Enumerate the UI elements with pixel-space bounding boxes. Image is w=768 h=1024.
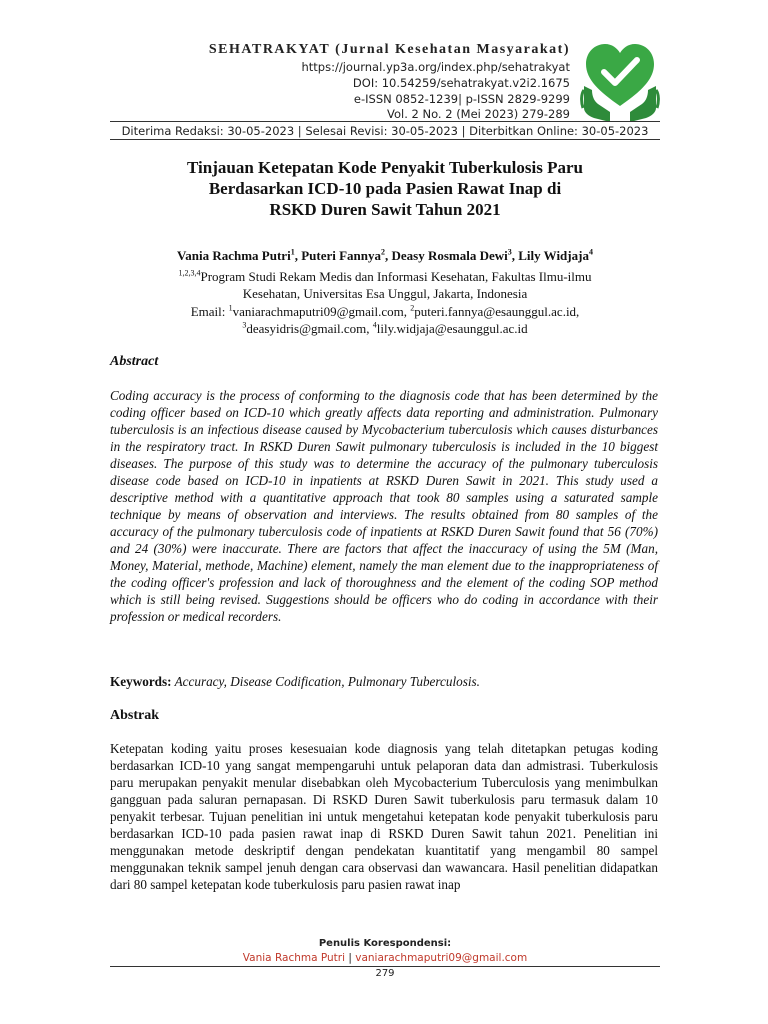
email-line-2	[110, 320, 660, 337]
corresponding-author-label: Penulis Korespondensi:	[318, 938, 452, 949]
journal-volume: Vol. 2 No. 2 (Mei 2023) 279-289	[386, 107, 570, 121]
corresponding-author	[110, 952, 660, 964]
affiliation-line-1	[110, 268, 660, 285]
header-rule-bottom	[110, 139, 660, 140]
affiliation-text-1: Program Studi Rekam Medis dan Informasi Kesehatan, Fakultas Ilmu-ilmu	[200, 269, 592, 284]
author-list	[110, 248, 660, 264]
journal-issn: e-ISSN 0852-1239| p-ISSN 2829-9299	[353, 92, 570, 106]
author-sup: 2	[381, 247, 385, 257]
corresponding-author-email[interactable]: vaniarachmaputri09@gmail.com	[355, 952, 528, 964]
email-line-1	[110, 303, 660, 320]
title-line-3: RSKD Duren Sawit Tahun 2021	[269, 200, 501, 219]
email-sup: 2	[410, 303, 415, 313]
author-name: Lily Widjaja	[518, 248, 589, 263]
abstrak-text: Ketepatan koding yaitu proses kesesuaian kode diagnosis yang telah ditetapkan petugas koding berdasarkan ICD-10 yang sangat mempengaruhi untuk pelaporan data dan admistrasi. Tuberkulosis paru merupakan penyakit menular disebabkan oleh Mycobacterium Tuberculosis yang menimbulkan gangguan pada saluran pernapasan. Di RSKD Duren Sawit tuberkulosis paru termasuk dalam 10 penyakit terbesar. Tujuan penelitian ini untuk mengetahui ketepatan kode penyakit tuberkulosis paru berdasarkan ICD-10 pada pasien rawat inap di RSKD Duren Sawit tahun 2021. Penelitian ini menggunakan metode deskriptif dengan pendekatan kuantitatif yang mengambil 80 sampel menggunakan teknik sampel jenuh dengan cara observasi dan wawancara. Hasil penelitian didapatkan dari 80 sampel ketepatan kode tuberkulosis paru pasien rawat inap	[110, 741, 658, 892]
author-name: Vania Rachma Putri	[177, 248, 291, 263]
author-sep: ,	[294, 248, 302, 263]
author-name: Deasy Rosmala Dewi	[391, 248, 508, 263]
corresponding-separator: |	[345, 952, 356, 964]
title-line-2: Berdasarkan ICD-10 pada Pasien Rawat Inap di	[208, 179, 562, 198]
email-address[interactable]: lily.widjaja@esaunggul.ac.id	[376, 321, 528, 336]
abstract-heading: Abstract	[110, 354, 159, 369]
abstrak-heading: Abstrak	[110, 708, 160, 723]
author-sep: ,	[511, 248, 519, 263]
author-sup: 4	[588, 247, 593, 257]
email-address[interactable]: deasyidris@gmail.com,	[246, 321, 373, 336]
page-number: 279	[375, 968, 395, 979]
submission-dates: Diterima Redaksi: 30-05-2023 | Selesai Revisi: 30-05-2023 | Diterbitkan Online: 30-05-2023	[121, 124, 649, 138]
journal-name-subtitle: (Jurnal Kesehatan Masyarakat)	[335, 42, 570, 57]
affiliation-sup: 1,2,3,4	[178, 268, 201, 278]
title-line-1: Tinjauan Ketepatan Kode Penyakit Tuberkulosis Paru	[187, 158, 583, 177]
journal-name-main: SEHATRAKYAT	[208, 42, 331, 57]
header-rule-top	[110, 121, 660, 122]
author-name: Puteri Fannya	[301, 248, 381, 263]
author-sep: ,	[385, 248, 392, 263]
author-sup: 1	[290, 247, 295, 257]
email-sup: 1	[228, 303, 233, 313]
email-address[interactable]: vaniarachmaputri09@gmail.com,	[232, 304, 411, 319]
journal-url[interactable]: https://journal.yp3a.org/index.php/sehatrakyat	[301, 60, 570, 74]
email-sup: 4	[372, 320, 377, 330]
journal-name	[209, 42, 570, 58]
keywords	[110, 674, 658, 690]
heart-check-hands-logo-icon	[580, 38, 660, 123]
footer-rule	[110, 966, 660, 967]
abstract-text: Coding accuracy is the process of conforming to the diagnosis code that has been determined by the coding officer based on ICD-10 which greatly affects data reporting and administration. Pulmonary tuberculosis is an infectious disease caused by Mycobacterium tuberculosis which causes disturbances in the respiratory tract. In RSKD Duren Sawit pulmonary tuberculosis is included in the 10 biggest diseases. The purpose of this study was to determine the accuracy of the pulmonary tuberculosis disease code based on ICD-10 in inpatients at RSKD Duren Sawit in 2021. This study used a descriptive method with a quantitative approach that took 80 samples using a saturated sample technique by means of observation and interviews. The results obtained from 80 samples of the accuracy of the pulmonary tuberculosis code of inpatients at RSKD Duren Sawit found that 56 (70%) and 24 (30%) were inaccurate. There are factors that affect the inaccuracy of using the 5M (Man, Money, Material, methode, Machine) element, namely the man element due to the inappropriateness of the coding officer's profession and lack of thoroughness and the element of the coding SOP method which is still being revised. Suggestions should be officers who do coding in accordance with their profession or medical recorders.	[110, 388, 658, 624]
author-sup: 3	[507, 247, 512, 257]
journal-doi[interactable]: DOI: 10.54259/sehatrakyat.v2i2.1675	[352, 76, 570, 90]
keywords-label: Keywords:	[110, 674, 172, 689]
email-address[interactable]: puteri.fannya@esaunggul.ac.id,	[414, 304, 580, 319]
email-label: Email:	[190, 304, 229, 319]
keywords-text: Accuracy, Disease Codification, Pulmonary Tuberculosis.	[171, 674, 480, 689]
affiliation-line-2: Kesehatan, Universitas Esa Unggul, Jakarta, Indonesia	[242, 286, 528, 301]
corresponding-author-name: Vania Rachma Putri	[242, 952, 346, 964]
paper-title	[110, 157, 660, 220]
email-sup: 3	[242, 320, 247, 330]
